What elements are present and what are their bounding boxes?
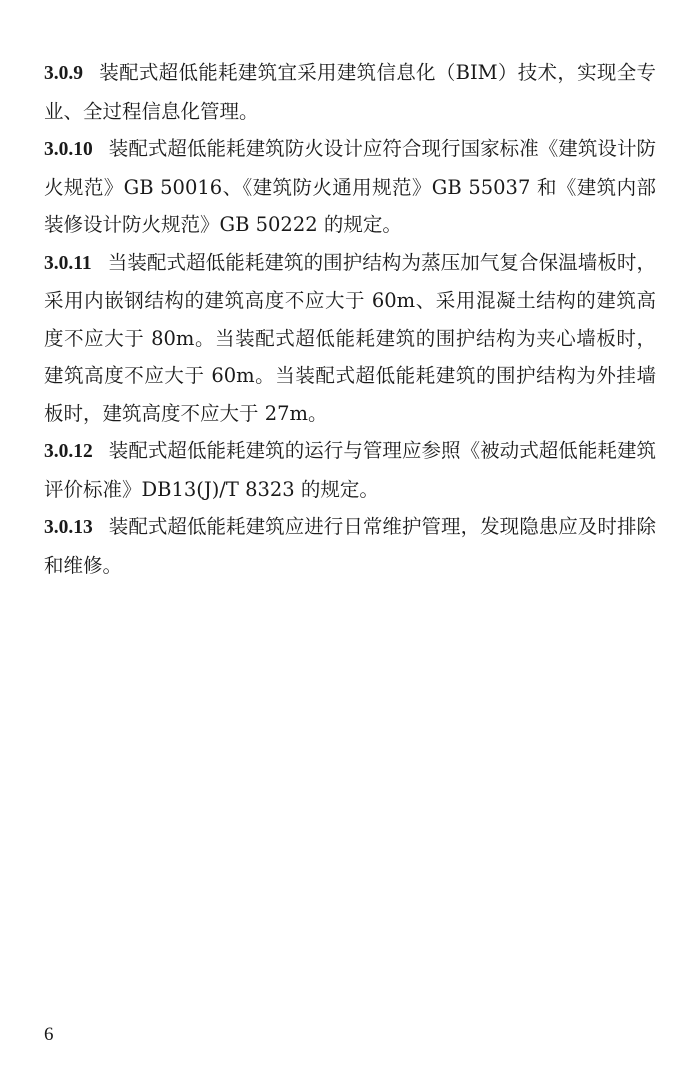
clause-3-0-10 [44,130,656,244]
clause-list [44,54,656,584]
clause-3-0-12 [44,432,656,508]
clause-text: 装配式超低能耗建筑防火设计应符合现行国家标准《建筑设计防火规范》GB 50016、《建筑防火通用规范》GB 55037 和《建筑内部装修设计防火规范》GB 50222 的规定。 [44,137,656,236]
page-number: 6 [44,1024,54,1045]
clause-number: 3.0.9 [44,63,83,84]
clause-number: 3.0.13 [44,517,93,538]
clause-number: 3.0.11 [44,252,92,274]
clause-text: 装配式超低能耗建筑宜采用建筑信息化（BIM）技术，实现全专业、全过程信息化管理。 [44,61,656,123]
clause-3-0-13 [44,508,656,584]
clause-number: 3.0.12 [44,441,93,462]
clause-3-0-9 [44,54,656,130]
clause-text: 装配式超低能耗建筑应进行日常维护管理，发现隐患应及时排除和维修。 [44,515,656,577]
clause-text: 当装配式超低能耗建筑的围护结构为蒸压加气复合保温墙板时，采用内嵌钢结构的建筑高度不应大于 60m、采用混凝土结构的建筑高度不应大于 80m。当装配式超低能耗建筑的围护结构为夹心墙板时，建筑高度不应大于 60m。当装配式超低能耗建筑的围护结构为外挂墙板时，建筑高度不应大于 27m。 [44,250,656,425]
clause-3-0-11 [44,244,656,433]
clause-text: 装配式超低能耗建筑的运行与管理应参照《被动式超低能耗建筑评价标准》DB13(J)/T 8323 的规定。 [44,439,656,501]
clause-number: 3.0.10 [44,139,93,160]
